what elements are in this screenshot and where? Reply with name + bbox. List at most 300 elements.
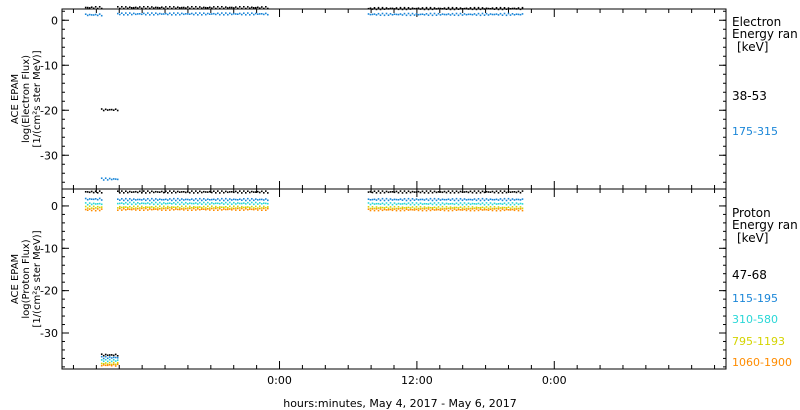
data-point xyxy=(476,192,478,194)
data-point xyxy=(410,204,412,206)
data-point xyxy=(223,208,225,210)
data-point xyxy=(263,199,265,201)
data-point xyxy=(137,206,139,208)
data-point xyxy=(468,199,470,201)
x-axis-ticks xyxy=(73,9,714,387)
data-point xyxy=(155,206,157,208)
data-point xyxy=(402,208,404,210)
data-point xyxy=(394,202,396,204)
data-point xyxy=(462,208,464,210)
data-point xyxy=(370,204,372,206)
data-point xyxy=(372,14,374,16)
data-point xyxy=(253,14,255,16)
data-point xyxy=(233,13,235,15)
data-point xyxy=(259,13,261,15)
data-point xyxy=(414,208,416,210)
data-point xyxy=(215,208,217,210)
data-point xyxy=(516,199,518,201)
data-point xyxy=(502,208,504,210)
data-point xyxy=(115,108,117,110)
data-point xyxy=(219,192,221,194)
data-point xyxy=(215,199,217,201)
data-point xyxy=(510,8,512,10)
data-point xyxy=(486,202,488,204)
data-point xyxy=(486,191,488,193)
proton-legend-title-3: [keV] xyxy=(737,231,769,245)
data-point xyxy=(516,208,518,210)
data-point xyxy=(131,7,133,9)
data-point xyxy=(398,14,400,16)
data-point xyxy=(229,208,231,210)
data-point xyxy=(227,192,229,194)
data-point xyxy=(133,13,135,15)
data-point xyxy=(452,210,454,212)
data-point xyxy=(111,109,113,111)
data-point xyxy=(247,190,249,192)
data-point xyxy=(259,208,261,210)
data-point xyxy=(107,109,109,111)
data-point xyxy=(382,198,384,200)
data-point xyxy=(498,208,500,210)
data-point xyxy=(141,8,143,10)
data-point xyxy=(185,208,187,210)
data-point xyxy=(470,210,472,212)
data-point xyxy=(121,190,123,192)
data-point xyxy=(199,202,201,204)
data-point xyxy=(436,204,438,206)
data-point xyxy=(101,204,103,206)
data-point xyxy=(442,13,444,15)
data-point xyxy=(209,209,211,211)
data-point xyxy=(209,207,211,209)
data-point xyxy=(522,13,524,15)
data-point xyxy=(422,210,424,212)
data-point xyxy=(159,206,161,208)
data-point xyxy=(85,206,87,208)
data-point xyxy=(211,206,213,208)
electron-legend-series-2: 175-315 xyxy=(732,125,778,138)
data-point xyxy=(480,9,482,11)
data-point xyxy=(458,8,460,10)
data-point xyxy=(179,200,181,202)
data-point xyxy=(522,208,524,210)
data-point xyxy=(422,7,424,9)
data-point xyxy=(129,206,131,208)
data-point xyxy=(115,364,117,366)
data-point xyxy=(135,209,137,211)
data-point xyxy=(231,7,233,9)
data-point xyxy=(223,207,225,209)
data-point xyxy=(267,206,269,208)
data-point xyxy=(99,13,101,15)
data-point xyxy=(109,109,111,111)
data-point xyxy=(241,208,243,210)
data-point xyxy=(430,210,432,212)
data-point xyxy=(225,198,227,200)
data-point xyxy=(197,200,199,202)
data-point xyxy=(506,204,508,206)
data-point xyxy=(504,198,506,200)
data-point xyxy=(117,209,119,211)
data-point xyxy=(488,14,490,16)
data-point xyxy=(99,210,101,212)
data-point xyxy=(474,13,476,15)
data-point xyxy=(480,15,482,17)
data-point xyxy=(406,208,408,210)
data-point xyxy=(370,14,372,16)
data-point xyxy=(416,8,418,10)
data-point xyxy=(239,13,241,15)
series-47-68 xyxy=(85,190,523,356)
data-point xyxy=(398,203,400,205)
data-point xyxy=(408,190,410,192)
data-point xyxy=(117,355,119,357)
data-point xyxy=(119,206,121,208)
data-point xyxy=(193,192,195,194)
data-point xyxy=(183,7,185,9)
data-point xyxy=(149,203,151,205)
data-point xyxy=(486,206,488,208)
data-point xyxy=(410,15,412,17)
data-point xyxy=(386,206,388,208)
data-point xyxy=(406,192,408,194)
data-point xyxy=(372,208,374,210)
data-point xyxy=(185,13,187,15)
data-point xyxy=(418,199,420,201)
data-point xyxy=(500,207,502,209)
data-point xyxy=(219,206,221,208)
data-point xyxy=(147,12,149,14)
data-point xyxy=(434,198,436,200)
data-point xyxy=(408,207,410,209)
data-point xyxy=(121,198,123,200)
data-point xyxy=(143,207,145,209)
data-point xyxy=(398,192,400,194)
data-point xyxy=(478,7,480,9)
data-point xyxy=(101,206,103,208)
data-point xyxy=(474,198,476,200)
data-point xyxy=(103,361,105,363)
data-point xyxy=(378,207,380,209)
proton-legend xyxy=(732,206,798,369)
data-point xyxy=(235,209,237,211)
data-point xyxy=(386,7,388,9)
data-point xyxy=(213,209,215,211)
data-point xyxy=(404,207,406,209)
data-point xyxy=(157,207,159,209)
data-point xyxy=(420,208,422,210)
data-point xyxy=(175,203,177,205)
data-point xyxy=(492,191,494,193)
data-point xyxy=(179,207,181,209)
data-point xyxy=(412,198,414,200)
data-point xyxy=(245,200,247,202)
data-point xyxy=(508,191,510,193)
data-point xyxy=(207,208,209,210)
data-point xyxy=(223,14,225,16)
data-point xyxy=(450,192,452,194)
data-point xyxy=(227,209,229,211)
data-point xyxy=(141,199,143,201)
data-point xyxy=(89,206,91,208)
data-point xyxy=(514,191,516,193)
data-point xyxy=(388,8,390,10)
data-point xyxy=(109,362,111,364)
data-point xyxy=(207,202,209,204)
data-point xyxy=(436,192,438,194)
data-point xyxy=(506,200,508,202)
data-point xyxy=(376,199,378,201)
data-point xyxy=(133,208,135,210)
data-point xyxy=(101,353,103,355)
data-point xyxy=(470,208,472,210)
data-point xyxy=(418,204,420,206)
data-point xyxy=(416,206,418,208)
data-point xyxy=(480,200,482,202)
y-tick-label: -20 xyxy=(40,284,58,298)
data-point xyxy=(408,13,410,15)
data-point xyxy=(514,208,516,210)
data-point xyxy=(113,362,115,364)
data-point xyxy=(496,13,498,15)
data-point xyxy=(241,8,243,10)
data-point xyxy=(265,203,267,205)
data-point xyxy=(225,206,227,208)
data-point xyxy=(143,13,145,15)
data-point xyxy=(384,204,386,206)
data-point xyxy=(466,191,468,193)
data-point xyxy=(436,207,438,209)
data-point xyxy=(482,198,484,200)
data-point xyxy=(137,202,139,204)
proton-legend-series-2: 115-195 xyxy=(732,292,778,305)
data-point xyxy=(135,191,137,193)
data-point xyxy=(392,191,394,193)
data-point xyxy=(516,8,518,10)
data-point xyxy=(147,190,149,192)
data-point xyxy=(436,8,438,10)
data-point xyxy=(133,191,135,193)
data-point xyxy=(171,203,173,205)
data-point xyxy=(498,206,500,208)
data-point xyxy=(370,208,372,210)
data-point xyxy=(101,8,103,10)
data-point xyxy=(426,198,428,200)
data-point xyxy=(500,190,502,192)
data-point xyxy=(197,208,199,210)
data-point xyxy=(418,208,420,210)
data-point xyxy=(139,203,141,205)
data-point xyxy=(424,199,426,201)
data-point xyxy=(428,207,430,209)
data-point xyxy=(446,208,448,210)
data-point xyxy=(237,199,239,201)
data-point xyxy=(179,209,181,211)
data-point xyxy=(97,199,99,201)
data-point xyxy=(91,204,93,206)
data-point xyxy=(119,203,121,205)
data-point xyxy=(125,209,127,211)
data-point xyxy=(135,14,137,16)
data-point xyxy=(107,365,109,367)
data-point xyxy=(121,209,123,211)
data-point xyxy=(498,9,500,11)
data-point xyxy=(125,12,127,14)
data-point xyxy=(506,8,508,10)
data-point xyxy=(370,199,372,201)
data-point xyxy=(201,7,203,9)
data-point xyxy=(372,192,374,194)
data-point xyxy=(253,207,255,209)
data-point xyxy=(394,206,396,208)
data-point xyxy=(478,190,480,192)
data-point xyxy=(117,190,119,192)
data-point xyxy=(376,203,378,205)
data-point xyxy=(237,13,239,15)
data-point xyxy=(141,14,143,16)
data-point xyxy=(113,357,115,359)
proton-legend-series-5: 1060-1900 xyxy=(732,356,792,369)
data-point xyxy=(101,108,103,110)
data-point xyxy=(456,13,458,15)
data-point xyxy=(93,206,95,208)
data-point xyxy=(201,203,203,205)
data-point xyxy=(408,198,410,200)
data-point xyxy=(169,190,171,192)
electron-ylabel-line-1: ACE EPAM xyxy=(10,73,21,125)
data-point xyxy=(374,7,376,9)
data-point xyxy=(215,192,217,194)
data-point xyxy=(213,190,215,192)
data-point xyxy=(380,207,382,209)
data-point xyxy=(125,198,127,200)
data-point xyxy=(480,192,482,194)
data-point xyxy=(85,202,87,204)
data-point xyxy=(502,9,504,11)
data-point xyxy=(257,203,259,205)
data-point xyxy=(516,192,518,194)
data-point xyxy=(99,190,101,192)
data-point xyxy=(127,200,129,202)
data-point xyxy=(183,199,185,201)
data-point xyxy=(141,206,143,208)
data-point xyxy=(191,13,193,15)
data-point xyxy=(97,192,99,194)
data-point xyxy=(267,14,269,16)
data-point xyxy=(95,203,97,205)
data-point xyxy=(99,6,101,8)
data-point xyxy=(171,14,173,16)
data-point xyxy=(211,13,213,15)
data-point xyxy=(394,199,396,201)
data-point xyxy=(199,206,201,208)
data-point xyxy=(175,192,177,194)
data-point xyxy=(127,203,129,205)
data-point xyxy=(265,190,267,192)
data-point xyxy=(87,191,89,193)
data-point xyxy=(131,204,133,206)
data-point xyxy=(460,198,462,200)
data-point xyxy=(496,210,498,212)
data-point xyxy=(121,202,123,204)
data-point xyxy=(93,208,95,210)
data-point xyxy=(251,191,253,193)
data-point xyxy=(462,191,464,193)
data-point xyxy=(394,208,396,210)
data-point xyxy=(436,209,438,211)
data-point xyxy=(410,8,412,10)
data-point xyxy=(165,199,167,201)
data-point xyxy=(113,178,115,180)
data-point xyxy=(125,202,127,204)
data-point xyxy=(99,207,101,209)
data-point xyxy=(165,13,167,15)
data-point xyxy=(408,7,410,9)
data-point xyxy=(508,209,510,211)
x-tick-label: 0:00 xyxy=(267,374,292,387)
data-point xyxy=(522,7,524,9)
data-point xyxy=(91,6,93,8)
data-point xyxy=(492,208,494,210)
data-point xyxy=(119,208,121,210)
data-point xyxy=(388,14,390,16)
data-point xyxy=(416,13,418,15)
data-point xyxy=(229,198,231,200)
data-point xyxy=(187,209,189,211)
data-point xyxy=(107,355,109,357)
data-point xyxy=(376,192,378,194)
y-tick-label: 0 xyxy=(51,199,58,213)
data-point xyxy=(522,198,524,200)
data-point xyxy=(488,191,490,193)
data-point xyxy=(203,191,205,193)
data-point xyxy=(452,13,454,15)
data-point xyxy=(91,198,93,200)
data-point xyxy=(257,209,259,211)
data-point xyxy=(430,7,432,9)
data-point xyxy=(368,13,370,15)
data-point xyxy=(482,191,484,193)
data-point xyxy=(129,12,131,14)
data-point xyxy=(93,203,95,205)
data-point xyxy=(95,190,97,192)
data-point xyxy=(520,192,522,194)
data-point xyxy=(263,8,265,10)
data-point xyxy=(219,14,221,16)
data-point xyxy=(486,8,488,10)
data-point xyxy=(213,13,215,15)
data-point xyxy=(195,190,197,192)
data-point xyxy=(229,202,231,204)
data-point xyxy=(231,209,233,211)
data-point xyxy=(520,206,522,208)
data-point xyxy=(512,202,514,204)
data-point xyxy=(478,198,480,200)
data-point xyxy=(207,198,209,200)
data-point xyxy=(370,210,372,212)
data-point xyxy=(255,191,257,193)
data-point xyxy=(452,190,454,192)
data-point xyxy=(392,14,394,16)
data-point xyxy=(233,7,235,9)
data-point xyxy=(454,207,456,209)
data-point xyxy=(460,7,462,9)
data-point xyxy=(502,200,504,202)
data-point xyxy=(201,192,203,194)
data-point xyxy=(398,208,400,210)
data-point xyxy=(251,209,253,211)
data-point xyxy=(380,208,382,210)
